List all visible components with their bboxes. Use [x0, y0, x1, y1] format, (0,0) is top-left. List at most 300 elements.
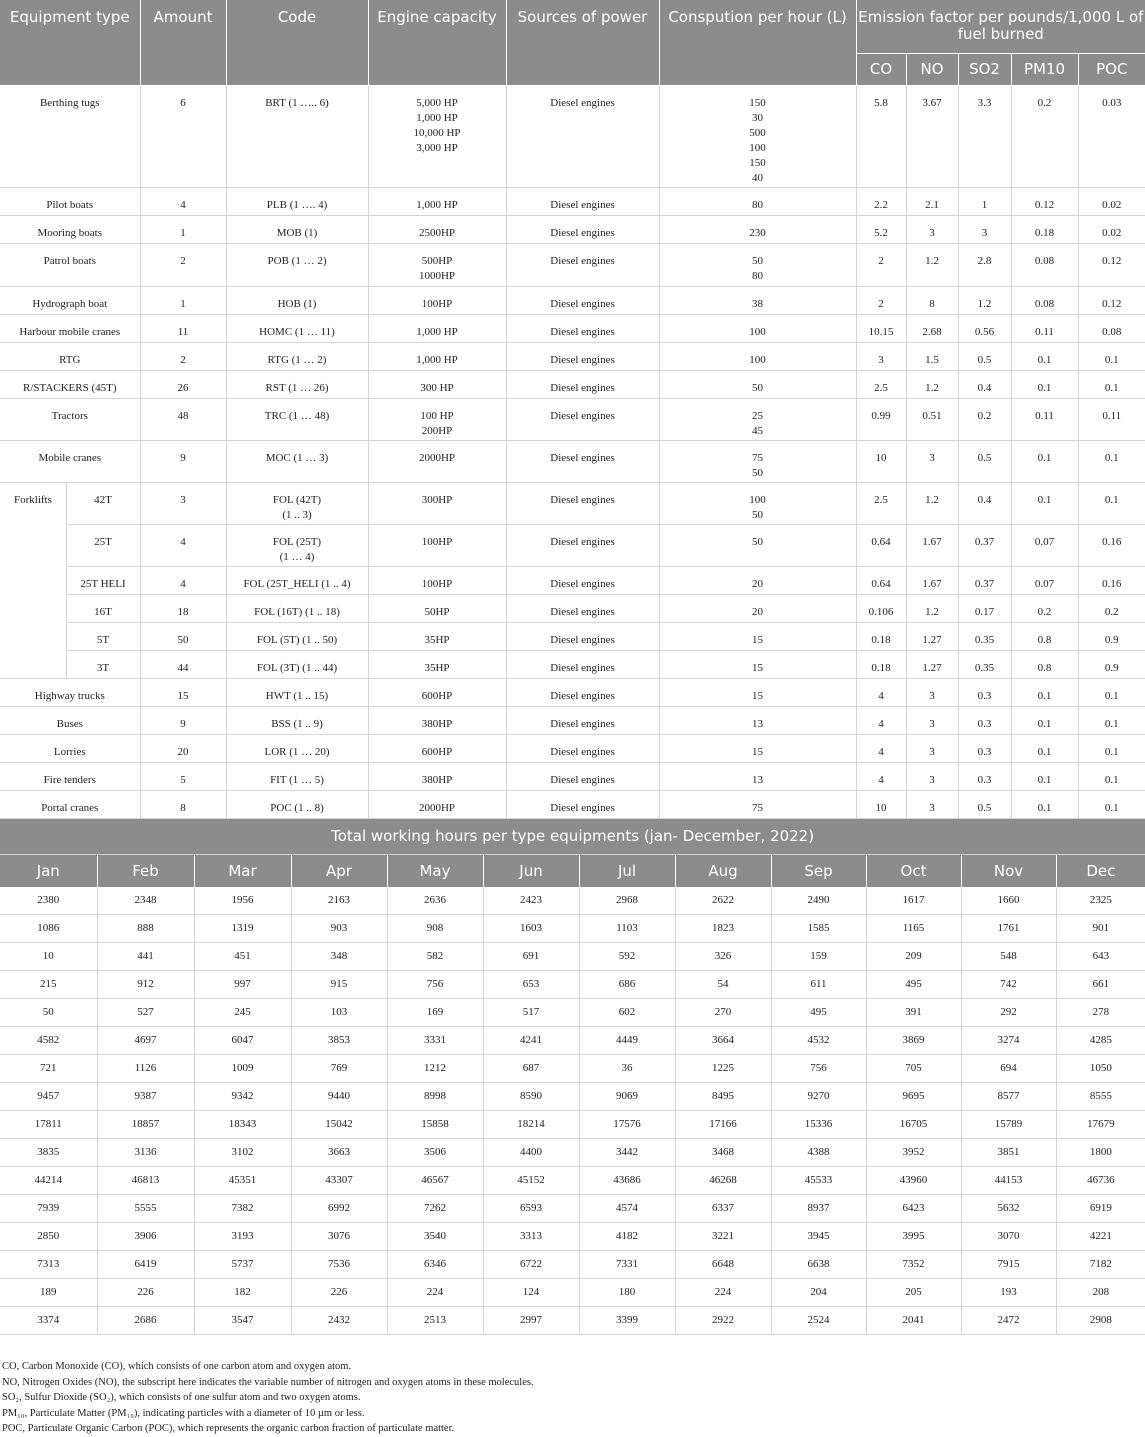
hours-cell: 8937 — [771, 1195, 866, 1223]
poc-cell: 0.1 — [1078, 790, 1145, 818]
hours-cell: 103 — [291, 999, 387, 1027]
hours-cell: 3663 — [291, 1139, 387, 1167]
co-cell: 4 — [856, 706, 906, 734]
engine-capacity-cell: 300 HP — [368, 370, 506, 398]
power-source-cell: Diesel engines — [506, 482, 659, 524]
hours-cell: 1050 — [1056, 1055, 1145, 1083]
amount-cell: 26 — [140, 370, 226, 398]
table-row — [0, 1139, 1145, 1167]
equipment-type-cell: Highway trucks — [0, 678, 140, 706]
consumption-cell: 15 — [659, 622, 856, 650]
code-cell: FOL (25T_HELI (1 .. 4) — [226, 566, 368, 594]
hours-cell: 5632 — [961, 1195, 1056, 1223]
so2-cell: 1.2 — [958, 286, 1011, 314]
no-cell: 1.5 — [906, 342, 958, 370]
engine-capacity-cell: 380HP — [368, 706, 506, 734]
month-header: Sep — [771, 855, 866, 887]
month-header: Apr — [291, 855, 387, 887]
hours-cell: 3468 — [675, 1139, 771, 1167]
hours-cell: 527 — [97, 999, 194, 1027]
hours-cell: 15042 — [291, 1111, 387, 1139]
poc-cell: 0.08 — [1078, 314, 1145, 342]
pm10-cell: 0.08 — [1011, 286, 1078, 314]
hours-cell: 17679 — [1056, 1111, 1145, 1139]
amount-cell: 9 — [140, 706, 226, 734]
amount-cell: 2 — [140, 243, 226, 286]
hours-cell: 1800 — [1056, 1139, 1145, 1167]
hours-cell: 278 — [1056, 999, 1145, 1027]
power-source-cell: Diesel engines — [506, 622, 659, 650]
poc-cell: 0.1 — [1078, 370, 1145, 398]
month-header: Feb — [97, 855, 194, 887]
hours-cell: 1617 — [866, 887, 961, 915]
hours-cell: 3995 — [866, 1223, 961, 1251]
no-cell: 1.2 — [906, 243, 958, 286]
table-row — [0, 762, 1145, 790]
hours-cell: 6419 — [97, 1251, 194, 1279]
amount-cell: 4 — [140, 187, 226, 215]
poc-cell: 0.9 — [1078, 650, 1145, 678]
so2-cell: 0.35 — [958, 622, 1011, 650]
forklift-subtype-cell: 25T — [66, 524, 140, 566]
hours-cell: 204 — [771, 1279, 866, 1307]
pm10-cell: 0.1 — [1011, 790, 1078, 818]
so2-cell: 0.3 — [958, 706, 1011, 734]
hours-cell: 769 — [291, 1055, 387, 1083]
amount-cell: 11 — [140, 314, 226, 342]
working-hours-title: Total working hours per type equipments (jan- December, 2022) — [0, 819, 1145, 855]
hours-cell: 3399 — [579, 1307, 675, 1335]
hours-cell: 1319 — [194, 915, 291, 943]
engine-capacity-cell: 35HP — [368, 650, 506, 678]
no-cell: 3.67 — [906, 85, 958, 187]
hours-cell: 7536 — [291, 1251, 387, 1279]
hours-cell: 4241 — [483, 1027, 579, 1055]
table-row — [0, 1307, 1145, 1335]
hours-cell: 3547 — [194, 1307, 291, 1335]
poc-cell: 0.02 — [1078, 215, 1145, 243]
engine-capacity-cell: 380HP — [368, 762, 506, 790]
co-cell: 10 — [856, 790, 906, 818]
table-row — [0, 524, 1145, 566]
pm10-cell: 0.8 — [1011, 650, 1078, 678]
so2-cell: 0.3 — [958, 734, 1011, 762]
consumption-cell: 100 50 — [659, 482, 856, 524]
hours-cell: 2908 — [1056, 1307, 1145, 1335]
code-cell: MOC (1 … 3) — [226, 440, 368, 482]
hours-cell: 756 — [387, 971, 483, 999]
hours-cell: 643 — [1056, 943, 1145, 971]
hours-cell: 4182 — [579, 1223, 675, 1251]
amount-cell: 6 — [140, 85, 226, 187]
no-cell: 1.27 — [906, 650, 958, 678]
table-row — [0, 187, 1145, 215]
poc-cell: 0.1 — [1078, 342, 1145, 370]
engine-capacity-cell: 1,000 HP — [368, 187, 506, 215]
code-cell: PLB (1 …. 4) — [226, 187, 368, 215]
pm10-cell: 0.08 — [1011, 243, 1078, 286]
pm10-cell: 0.1 — [1011, 440, 1078, 482]
so2-cell: 0.3 — [958, 678, 1011, 706]
hours-cell: 169 — [387, 999, 483, 1027]
table-row — [0, 1111, 1145, 1139]
amount-cell: 8 — [140, 790, 226, 818]
table-row — [0, 1251, 1145, 1279]
hours-cell: 2524 — [771, 1307, 866, 1335]
table-row — [0, 342, 1145, 370]
hours-cell: 3835 — [0, 1139, 97, 1167]
hours-cell: 3274 — [961, 1027, 1056, 1055]
engine-capacity-cell: 2000HP — [368, 790, 506, 818]
power-source-cell: Diesel engines — [506, 398, 659, 440]
code-cell: FOL (5T) (1 .. 50) — [226, 622, 368, 650]
hours-cell: 1585 — [771, 915, 866, 943]
no-cell: 8 — [906, 286, 958, 314]
hours-cell: 686 — [579, 971, 675, 999]
footnote: NO, Nitrogen Oxides (NO), the subscript here indicates the variable number of nitrogen and oxygen atoms in these molecules. — [2, 1376, 534, 1388]
hours-cell: 54 — [675, 971, 771, 999]
code-cell: FOL (42T) (1 .. 3) — [226, 482, 368, 524]
table-row — [0, 790, 1145, 818]
amount-cell: 3 — [140, 482, 226, 524]
consumption-cell: 15 — [659, 650, 856, 678]
hours-cell: 9457 — [0, 1083, 97, 1111]
hours-cell: 1212 — [387, 1055, 483, 1083]
engine-capacity-cell: 1,000 HP — [368, 314, 506, 342]
hours-cell: 7331 — [579, 1251, 675, 1279]
hours-cell: 16705 — [866, 1111, 961, 1139]
hours-cell: 159 — [771, 943, 866, 971]
consumption-cell: 25 45 — [659, 398, 856, 440]
hours-cell: 3313 — [483, 1223, 579, 1251]
consumption-cell: 100 — [659, 342, 856, 370]
table-row — [0, 734, 1145, 762]
hours-cell: 602 — [579, 999, 675, 1027]
hours-cell: 495 — [866, 971, 961, 999]
hours-cell: 3853 — [291, 1027, 387, 1055]
hours-cell: 2622 — [675, 887, 771, 915]
hours-cell: 3076 — [291, 1223, 387, 1251]
no-cell: 2.1 — [906, 187, 958, 215]
power-source-cell: Diesel engines — [506, 734, 659, 762]
hours-cell: 3906 — [97, 1223, 194, 1251]
engine-capacity-cell: 500HP 1000HP — [368, 243, 506, 286]
forklift-subtype-cell: 3T — [66, 650, 140, 678]
so2-cell: 0.17 — [958, 594, 1011, 622]
no-cell: 3 — [906, 215, 958, 243]
hours-cell: 3869 — [866, 1027, 961, 1055]
equipment-type-cell: RTG — [0, 342, 140, 370]
co-cell: 0.64 — [856, 524, 906, 566]
consumption-cell: 100 — [659, 314, 856, 342]
no-cell: 1.2 — [906, 594, 958, 622]
equipment-type-cell: Mooring boats — [0, 215, 140, 243]
poc-cell: 0.16 — [1078, 524, 1145, 566]
hours-cell: 4449 — [579, 1027, 675, 1055]
poc-cell: 0.1 — [1078, 706, 1145, 734]
hours-cell: 2325 — [1056, 887, 1145, 915]
header-pm10: PM10 — [1011, 53, 1078, 85]
co-cell: 0.99 — [856, 398, 906, 440]
pm10-cell: 0.1 — [1011, 678, 1078, 706]
so2-cell: 2.8 — [958, 243, 1011, 286]
hours-cell: 908 — [387, 915, 483, 943]
poc-cell: 0.03 — [1078, 85, 1145, 187]
equipment-type-cell: Harbour mobile cranes — [0, 314, 140, 342]
hours-cell: 1103 — [579, 915, 675, 943]
hours-cell: 205 — [866, 1279, 961, 1307]
header-no: NO — [906, 53, 958, 85]
equipment-type-cell: Patrol boats — [0, 243, 140, 286]
forklift-subtype-cell: 42T — [66, 482, 140, 524]
hours-cell: 2423 — [483, 887, 579, 915]
so2-cell: 0.4 — [958, 370, 1011, 398]
consumption-cell: 75 — [659, 790, 856, 818]
hours-cell: 3540 — [387, 1223, 483, 1251]
code-cell: POB (1 … 2) — [226, 243, 368, 286]
so2-cell: 0.5 — [958, 790, 1011, 818]
footnote: POC, Particulate Organic Carbon (POC), which represents the organic carbon fraction of particulate matter. — [2, 1423, 455, 1434]
hours-cell: 50 — [0, 999, 97, 1027]
power-source-cell: Diesel engines — [506, 85, 659, 187]
hours-cell: 6648 — [675, 1251, 771, 1279]
no-cell: 1.67 — [906, 566, 958, 594]
engine-capacity-cell: 600HP — [368, 734, 506, 762]
hours-cell: 46736 — [1056, 1167, 1145, 1195]
amount-cell: 4 — [140, 566, 226, 594]
so2-cell: 0.5 — [958, 440, 1011, 482]
power-source-cell: Diesel engines — [506, 650, 659, 678]
month-header: Jun — [483, 855, 579, 887]
no-cell: 1.2 — [906, 482, 958, 524]
so2-cell: 0.5 — [958, 342, 1011, 370]
hours-cell: 18857 — [97, 1111, 194, 1139]
hours-cell: 4400 — [483, 1139, 579, 1167]
hours-cell: 15336 — [771, 1111, 866, 1139]
equipment-type-cell: Buses — [0, 706, 140, 734]
poc-cell: 0.1 — [1078, 762, 1145, 790]
hours-cell: 901 — [1056, 915, 1145, 943]
pm10-cell: 0.2 — [1011, 594, 1078, 622]
hours-cell: 2380 — [0, 887, 97, 915]
equipment-type-cell: R/STACKERS (45T) — [0, 370, 140, 398]
hours-cell: 756 — [771, 1055, 866, 1083]
no-cell: 3 — [906, 790, 958, 818]
hours-cell: 193 — [961, 1279, 1056, 1307]
power-source-cell: Diesel engines — [506, 440, 659, 482]
engine-capacity-cell: 100HP — [368, 566, 506, 594]
month-header: May — [387, 855, 483, 887]
pm10-cell: 0.1 — [1011, 762, 1078, 790]
pm10-cell: 0.1 — [1011, 342, 1078, 370]
hours-cell: 45351 — [194, 1167, 291, 1195]
hours-cell: 441 — [97, 943, 194, 971]
hours-cell: 4574 — [579, 1195, 675, 1223]
hours-cell: 694 — [961, 1055, 1056, 1083]
code-cell: MOB (1) — [226, 215, 368, 243]
poc-cell: 0.16 — [1078, 566, 1145, 594]
hours-cell: 611 — [771, 971, 866, 999]
poc-cell: 0.11 — [1078, 398, 1145, 440]
co-cell: 10.15 — [856, 314, 906, 342]
code-cell: RST (1 … 26) — [226, 370, 368, 398]
pm10-cell: 0.07 — [1011, 566, 1078, 594]
consumption-cell: 50 80 — [659, 243, 856, 286]
hours-cell: 180 — [579, 1279, 675, 1307]
consumption-cell: 80 — [659, 187, 856, 215]
hours-cell: 3136 — [97, 1139, 194, 1167]
power-source-cell: Diesel engines — [506, 678, 659, 706]
table-row — [0, 622, 1145, 650]
table-row — [0, 398, 1145, 440]
hours-cell: 182 — [194, 1279, 291, 1307]
hours-cell: 6722 — [483, 1251, 579, 1279]
hours-cell: 46813 — [97, 1167, 194, 1195]
consumption-cell: 20 — [659, 566, 856, 594]
hours-cell: 4532 — [771, 1027, 866, 1055]
table-row — [0, 482, 1145, 524]
pm10-cell: 0.1 — [1011, 482, 1078, 524]
so2-cell: 3.3 — [958, 85, 1011, 187]
header-so2: SO2 — [958, 53, 1011, 85]
poc-cell: 0.1 — [1078, 482, 1145, 524]
month-header: Dec — [1056, 855, 1145, 887]
hours-cell: 2041 — [866, 1307, 961, 1335]
hours-cell: 8555 — [1056, 1083, 1145, 1111]
hours-cell: 4221 — [1056, 1223, 1145, 1251]
consumption-cell: 75 50 — [659, 440, 856, 482]
hours-cell: 6337 — [675, 1195, 771, 1223]
hours-cell: 6047 — [194, 1027, 291, 1055]
code-cell: HOMC (1 … 11) — [226, 314, 368, 342]
poc-cell: 0.02 — [1078, 187, 1145, 215]
power-source-cell: Diesel engines — [506, 790, 659, 818]
hours-cell: 912 — [97, 971, 194, 999]
poc-cell: 0.9 — [1078, 622, 1145, 650]
table-row — [0, 370, 1145, 398]
hours-cell: 4285 — [1056, 1027, 1145, 1055]
hours-cell: 4388 — [771, 1139, 866, 1167]
code-cell: FOL (16T) (1 .. 18) — [226, 594, 368, 622]
hours-cell: 1956 — [194, 887, 291, 915]
co-cell: 0.106 — [856, 594, 906, 622]
month-header: Nov — [961, 855, 1056, 887]
hours-cell: 226 — [291, 1279, 387, 1307]
poc-cell: 0.1 — [1078, 678, 1145, 706]
hours-cell: 36 — [579, 1055, 675, 1083]
co-cell: 10 — [856, 440, 906, 482]
hours-cell: 3952 — [866, 1139, 961, 1167]
engine-capacity-cell: 50HP — [368, 594, 506, 622]
hours-cell: 9342 — [194, 1083, 291, 1111]
consumption-cell: 20 — [659, 594, 856, 622]
pm10-cell: 0.1 — [1011, 370, 1078, 398]
so2-cell: 0.56 — [958, 314, 1011, 342]
hours-cell: 3664 — [675, 1027, 771, 1055]
table-row — [0, 1279, 1145, 1307]
hours-cell: 2636 — [387, 887, 483, 915]
hours-cell: 915 — [291, 971, 387, 999]
consumption-cell: 13 — [659, 706, 856, 734]
amount-cell: 2 — [140, 342, 226, 370]
engine-capacity-cell: 1,000 HP — [368, 342, 506, 370]
amount-cell: 48 — [140, 398, 226, 440]
hours-cell: 2490 — [771, 887, 866, 915]
pm10-cell: 0.11 — [1011, 314, 1078, 342]
poc-cell: 0.12 — [1078, 286, 1145, 314]
hours-cell: 2348 — [97, 887, 194, 915]
table-row — [0, 314, 1145, 342]
footnote: PM₁₀, Particulate Matter (PM₁₀), indicating particles with a diameter of 10 µm or less. — [2, 1407, 365, 1419]
no-cell: 3 — [906, 440, 958, 482]
hours-cell: 7262 — [387, 1195, 483, 1223]
co-cell: 2.5 — [856, 482, 906, 524]
consumption-cell: 15 — [659, 678, 856, 706]
pm10-cell: 0.11 — [1011, 398, 1078, 440]
hours-cell: 451 — [194, 943, 291, 971]
poc-cell: 0.1 — [1078, 440, 1145, 482]
table-row — [0, 678, 1145, 706]
hours-cell: 691 — [483, 943, 579, 971]
month-header: Aug — [675, 855, 771, 887]
hours-cell: 1225 — [675, 1055, 771, 1083]
hours-cell: 189 — [0, 1279, 97, 1307]
co-cell: 2 — [856, 286, 906, 314]
header-sources-of-power: Sources of power — [506, 0, 659, 85]
code-cell: BRT (1 ….. 6) — [226, 85, 368, 187]
hours-cell: 9069 — [579, 1083, 675, 1111]
hours-cell: 9695 — [866, 1083, 961, 1111]
table-row — [0, 243, 1145, 286]
hours-cell: 9440 — [291, 1083, 387, 1111]
equipment-type-cell: Fire tenders — [0, 762, 140, 790]
consumption-cell: 50 — [659, 524, 856, 566]
hours-cell: 2997 — [483, 1307, 579, 1335]
engine-capacity-cell: 100 HP 200HP — [368, 398, 506, 440]
hours-cell: 391 — [866, 999, 961, 1027]
table-row — [0, 566, 1145, 594]
hours-cell: 43686 — [579, 1167, 675, 1195]
hours-cell: 215 — [0, 971, 97, 999]
engine-capacity-cell: 600HP — [368, 678, 506, 706]
pm10-cell: 0.1 — [1011, 706, 1078, 734]
table-row — [0, 215, 1145, 243]
hours-cell: 495 — [771, 999, 866, 1027]
hours-cell: 46268 — [675, 1167, 771, 1195]
hours-cell: 9270 — [771, 1083, 866, 1111]
so2-cell: 0.2 — [958, 398, 1011, 440]
hours-cell: 8998 — [387, 1083, 483, 1111]
power-source-cell: Diesel engines — [506, 215, 659, 243]
hours-cell: 4582 — [0, 1027, 97, 1055]
engine-capacity-cell: 2500HP — [368, 215, 506, 243]
power-source-cell: Diesel engines — [506, 524, 659, 566]
engine-capacity-cell: 2000HP — [368, 440, 506, 482]
hours-cell: 10 — [0, 943, 97, 971]
hours-cell: 6346 — [387, 1251, 483, 1279]
hours-cell: 43960 — [866, 1167, 961, 1195]
hours-cell: 348 — [291, 943, 387, 971]
so2-cell: 1 — [958, 187, 1011, 215]
header-poc: POC — [1078, 53, 1145, 85]
amount-cell: 44 — [140, 650, 226, 678]
hours-cell: 1761 — [961, 915, 1056, 943]
amount-cell: 18 — [140, 594, 226, 622]
co-cell: 3 — [856, 342, 906, 370]
table-row — [0, 1223, 1145, 1251]
no-cell: 3 — [906, 706, 958, 734]
hours-cell: 3221 — [675, 1223, 771, 1251]
